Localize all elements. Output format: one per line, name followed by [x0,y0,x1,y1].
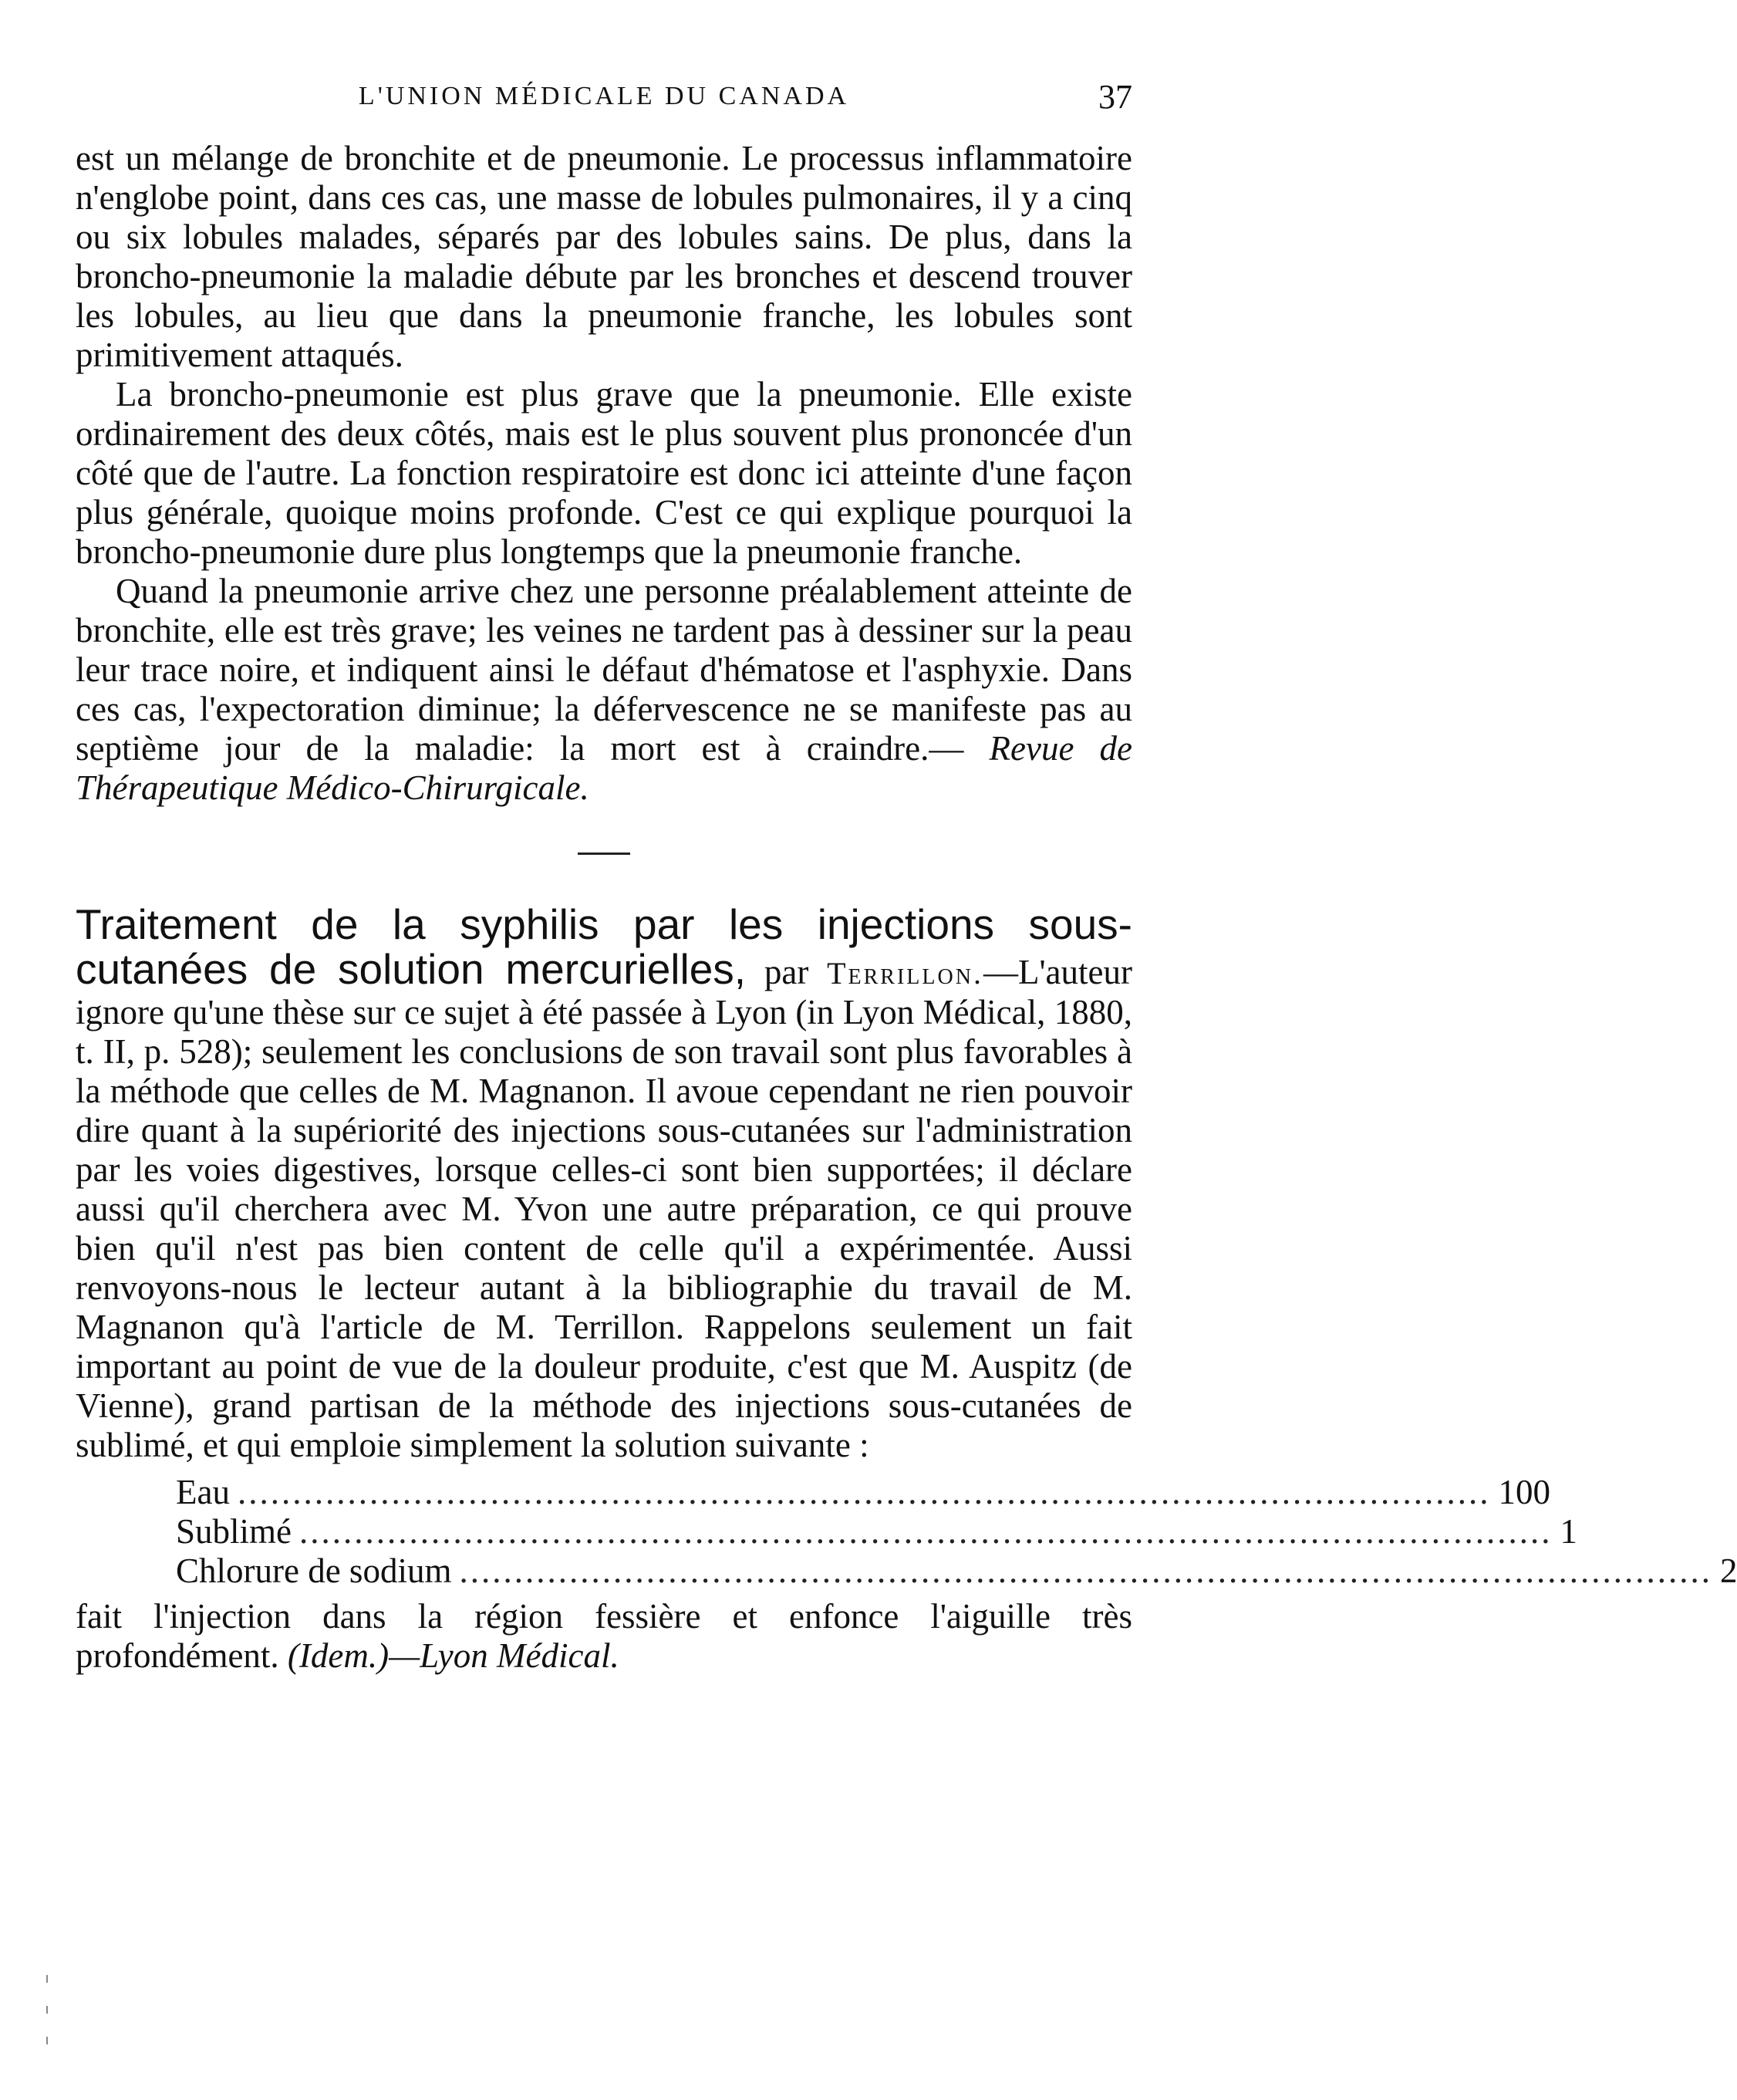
formula-quantity: 100 [1498,1473,1550,1511]
formula-row [176,1473,1550,1512]
article2-heading-paragraph [76,900,1132,1465]
article2-closing [76,1597,1132,1676]
article1-paragraph-3-text: Quand la pneumonie arrive chez une personne préalablement atteinte de bronchite, elle est très grave; les veines ne tardent pas à dessiner sur la peau leur trace noire, et indiquent ainsi le défaut d'hématose et l'asphyxie. Dans ces cas, l'expectoration diminue; la défervescence ne se manifeste pas au septième jour de la maladie: la mort est à craindre.— [76,572,1132,768]
formula-ingredient: Eau [176,1473,230,1511]
article2-dash: — [983,953,1018,991]
margin-ticks [46,1975,49,2068]
running-head [76,77,1132,139]
margin-tick [46,2006,48,2014]
margin-tick [46,1975,48,1983]
article1-paragraph-1: est un mélange de bronchite et de pneumonie. Le processus inflammatoire n'englobe point, dans ces cas, une masse de lobules pulmonaires, il y a cinq ou six lobules malades, séparés par des lobules sains. De plus, dans la broncho-pneumonie la maladie débute par les bronches et descend trouver les lobules, au lieu que dans la pneumonie franche, les lobules sont primitivement attaqués. [76,139,1132,374]
article1-paragraph-2: La broncho-pneumonie est plus grave que la pneumonie. Elle existe ordinairement des deux côtés, mais est le plus souvent plus prononcée d'un côté que de l'autre. La fonction respiratoire est donc ici atteinte d'une façon plus générale, quoique moins profonde. C'est ce qui explique pourquoi la broncho-pneumonie dure plus longtemps que la pneumonie franche. [76,375,1132,571]
margin-tick [46,2037,48,2044]
article2-body: L'auteur ignore qu'une thèse sur ce sujet à été passée à Lyon (in Lyon Médical, 1880, t. II, p. 528); seulement les conclusions de son travail sont plus favorables à la méthode que celles de M. Magnanon. Il avoue cependant ne rien pouvoir dire quant à la supériorité des injections sous-cutanées sur l'administration par les voies digestives, lorsque celles-ci sont bien supportées; il déclare aussi qu'il cherchera avec M. Yvon une autre préparation, ce qui prouve bien qu'il n'est pas bien content de celle qu'il a expérimentée. Aussi renvoyons-nous le lecteur autant à la bibliographie du travail de M. Magnanon qu'à l'article de M. Terrillon. Rappelons seulement un fait important au point de vue de la douleur produite, c'est que M. Auspitz (de Vienne), grand partisan de la méthode des injections sous-cutanées de sublimé, et qui emploie simplement la solution suivante : [76,953,1132,1464]
formula-quantity: 1 [1560,1512,1578,1551]
formula-ingredient: Chlorure de sodium [176,1551,452,1590]
article2-author: Terrillon. [827,956,983,991]
leader-dots: .................................................................................................................. [237,1473,1491,1511]
article2-by: par [746,953,828,991]
leader-dots: .................................................................................................................. [459,1551,1712,1590]
leader-dots: .................................................................................................................. [299,1512,1553,1551]
article1-paragraph-3 [76,572,1132,808]
article1-source: Revue de Thérapeutique Médico-Chirurgicale. [76,729,1133,807]
page [76,77,1737,1676]
formula-table [176,1473,1737,1591]
article2-closing-text: fait l'injection dans la région fessière et enfonce l'aiguille très profondément. [76,1597,1132,1675]
formula-row [176,1512,1578,1551]
article2-closing-source: (Idem.)—Lyon Médical. [287,1636,619,1675]
formula-quantity: 2 [1719,1551,1737,1590]
formula-row [176,1551,1737,1591]
running-title: L'UNION MÉDICALE DU CANADA [358,82,850,110]
page-number: 37 [1098,78,1132,116]
section-divider [578,852,630,855]
formula-ingredient: Sublimé [176,1512,292,1551]
article2-title: Traitement de la syphilis par les injections sous-cutanées de solution mercurielles, [76,900,1132,993]
